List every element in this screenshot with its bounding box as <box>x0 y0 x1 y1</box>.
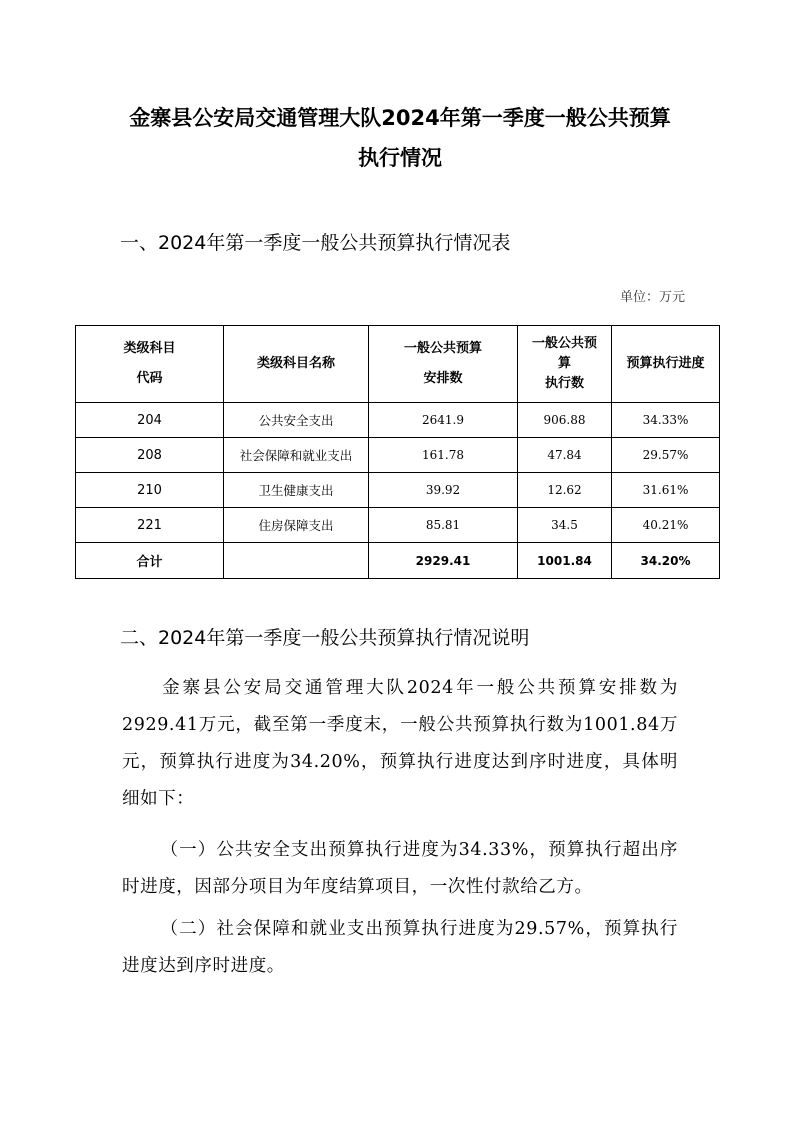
header-exec-line2: 算 <box>557 356 571 371</box>
row-executed: 906.88 <box>518 403 612 438</box>
row-code: 210 <box>76 473 224 508</box>
row-executed: 34.5 <box>518 508 612 543</box>
header-exec-line1: 一般公共预 <box>531 336 597 351</box>
row-budget: 39.92 <box>369 473 518 508</box>
row-budget: 161.78 <box>369 438 518 473</box>
header-subject-code <box>76 326 224 403</box>
table-row <box>76 473 720 508</box>
header-budget-line1: 一般公共预算 <box>403 341 482 356</box>
total-executed: 1001.84 <box>518 543 612 579</box>
row-executed: 12.62 <box>518 473 612 508</box>
row-name: 公共安全支出 <box>224 403 369 438</box>
row-name: 社会保障和就业支出 <box>224 438 369 473</box>
paragraph-public-safety-text: （一）公共安全支出预算执行进度为34.33%，预算执行超出序时进度，因部分项目为年度结算项目，一次性付款给乙方。 <box>122 840 678 897</box>
unit-label: 单位：万元 <box>619 290 685 305</box>
paragraph-public-safety <box>122 832 678 906</box>
row-executed: 47.84 <box>518 438 612 473</box>
row-budget: 2641.9 <box>369 403 518 438</box>
paragraph-social-security-text: （二）社会保障和就业支出预算执行进度为29.57%，预算执行进度达到序时进度。 <box>122 919 678 976</box>
table-total-row <box>76 543 720 579</box>
total-budget: 2929.41 <box>369 543 518 579</box>
row-progress: 40.21% <box>612 508 720 543</box>
row-code: 204 <box>76 403 224 438</box>
header-code-line2: 代码 <box>136 371 163 386</box>
header-execution-progress: 预算执行进度 <box>612 326 720 403</box>
header-exec-line3: 执行数 <box>544 376 584 391</box>
table-header-row <box>76 326 720 403</box>
row-progress: 34.33% <box>612 403 720 438</box>
budget-execution-table <box>75 325 720 579</box>
row-budget: 85.81 <box>369 508 518 543</box>
total-label: 合计 <box>76 543 224 579</box>
header-budget-amount <box>369 326 518 403</box>
header-subject-name: 类级科目名称 <box>224 326 369 403</box>
table-row <box>76 438 720 473</box>
document-title-line1: 金寨县公安局交通管理大队2024年第一季度一般公共预算 <box>129 106 671 130</box>
paragraph-social-security <box>122 911 678 985</box>
table-row <box>76 403 720 438</box>
total-progress: 34.20% <box>612 543 720 579</box>
header-budget-line2: 安排数 <box>423 371 463 386</box>
section1-heading: 一、2024年第一季度一般公共预算执行情况表 <box>120 232 511 254</box>
header-code-line1: 类级科目 <box>123 341 176 356</box>
row-name: 卫生健康支出 <box>224 473 369 508</box>
row-progress: 29.57% <box>612 438 720 473</box>
table-row <box>76 508 720 543</box>
row-code: 208 <box>76 438 224 473</box>
paragraph-summary-text: 金寨县公安局交通管理大队2024年一般公共预算安排数为2929.41万元，截至第一季度末，一般公共预算执行数为1001.84万元，预算执行进度为34.20%，预算执行进度达到序时进度，具体明细如下： <box>122 678 678 809</box>
document-title-line2: 执行情况 <box>358 146 442 170</box>
row-name: 住房保障支出 <box>224 508 369 543</box>
row-progress: 31.61% <box>612 473 720 508</box>
total-name <box>224 543 369 579</box>
header-executed-amount <box>518 326 612 403</box>
paragraph-summary <box>122 670 678 818</box>
section2-heading: 二、2024年第一季度一般公共预算执行情况说明 <box>120 627 530 649</box>
row-code: 221 <box>76 508 224 543</box>
